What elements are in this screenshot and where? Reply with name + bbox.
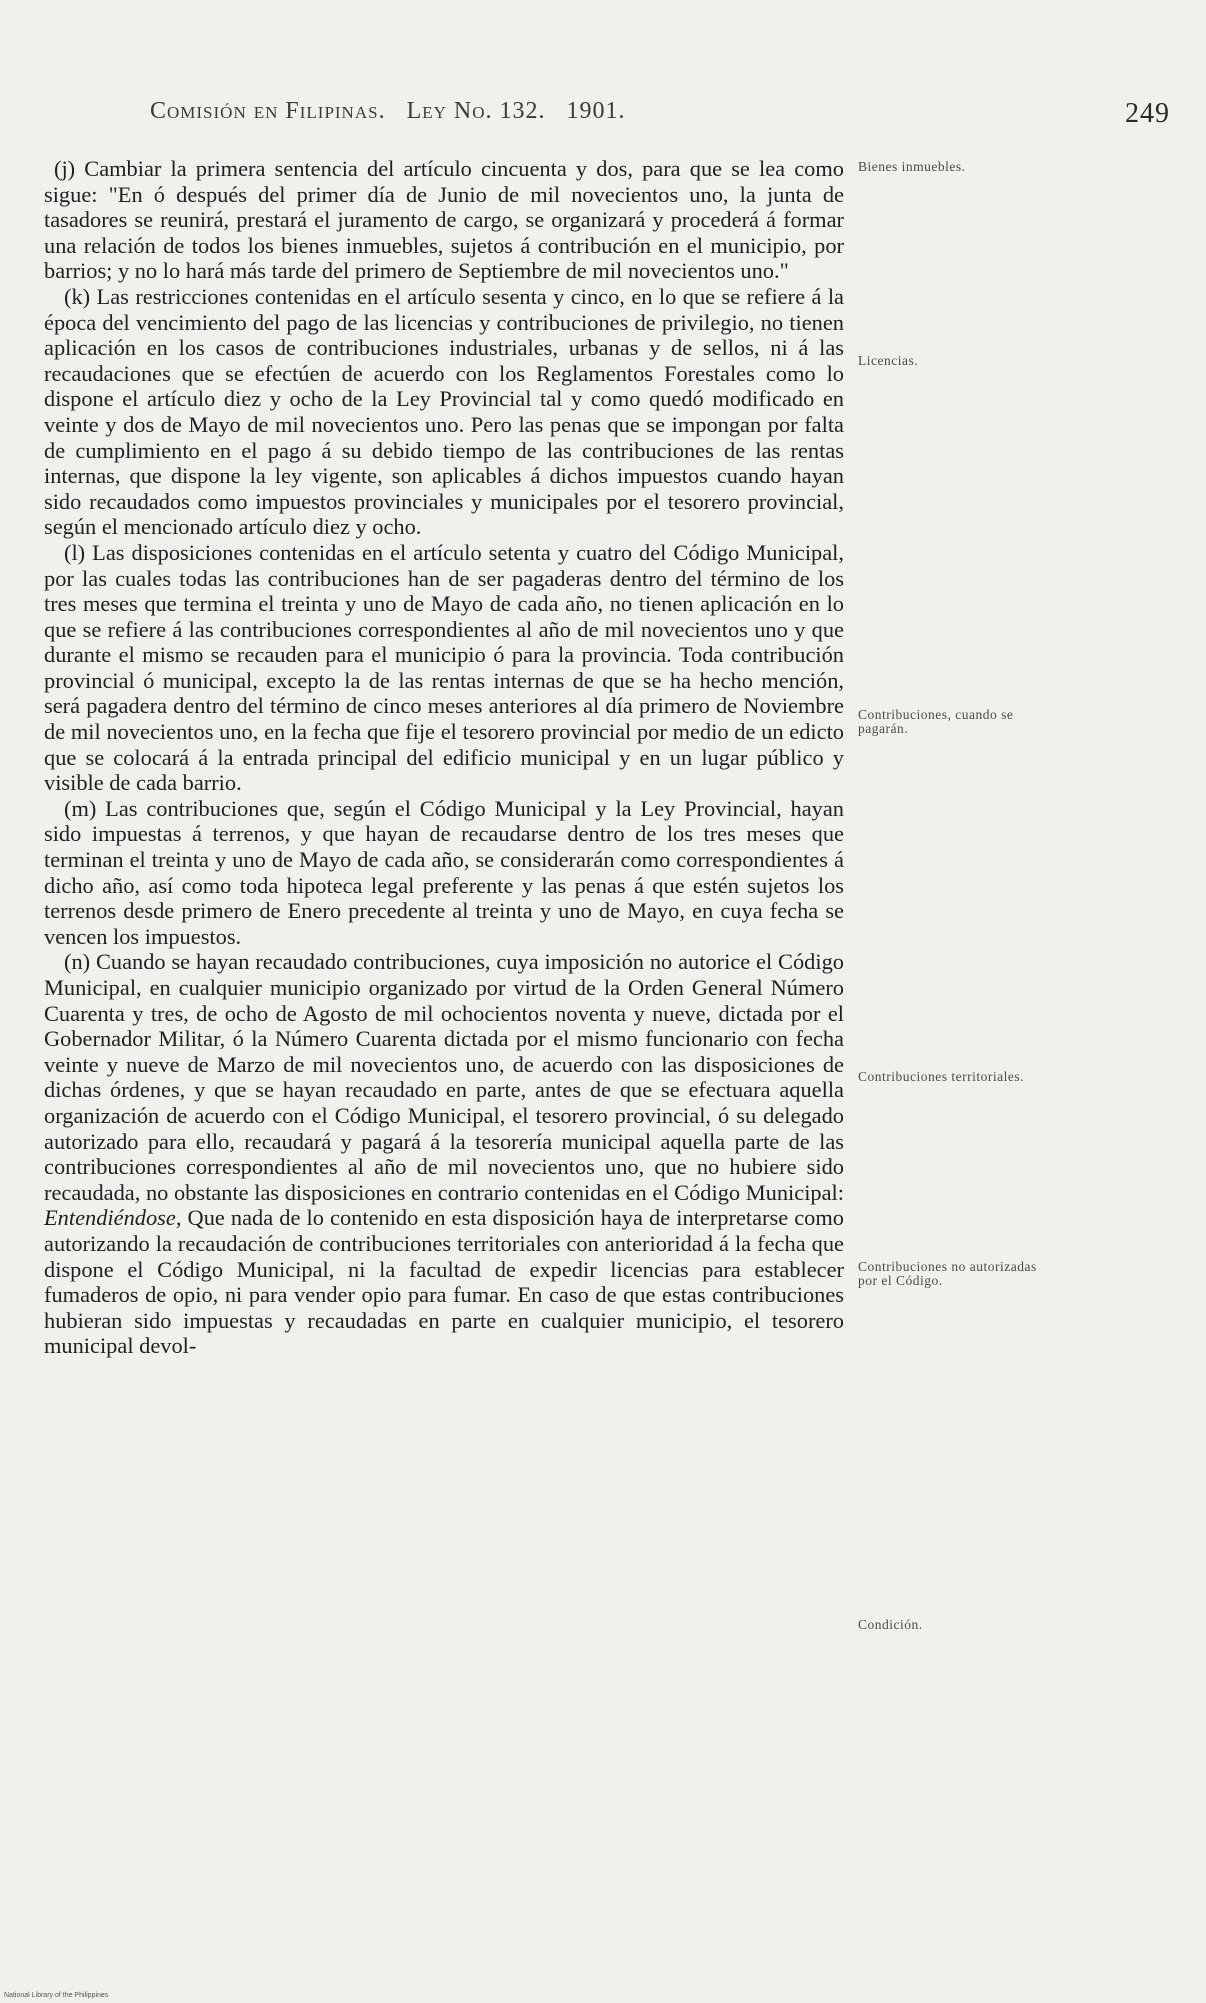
paragraph-l: (l) Las disposiciones contenidas en el artículo setenta y cuatro del Código Municipal, por las cuales todas las contribuciones han de ser pagaderas dentro del término de los tres meses que termina el treinta y uno de Mayo de cada año, no tienen aplicación en lo que se refiere á las contribuciones correspondientes al año de mil novecientos uno y que durante el mismo se recauden para el municipio ó para la provincia. Toda contribución provincial ó municipal, excepto la de las rentas internas de que se ha hecho mención, será pagadera dentro del término de cinco meses anteriores al día primero de Noviembre de mil novecientos uno, en la fecha que fije el tesorero provincial por medio de un edicto que se colocará á la entrada principal del edificio municipal y en un lugar público y visible de cada barrio. (44, 539, 844, 796)
library-stamp: National Library of the Philippines (4, 1992, 109, 1999)
running-title-law: Ley No. 132. (406, 98, 546, 124)
running-title-commission: Comisión en Filipinas. (150, 98, 386, 124)
margin-note-no-autorizadas: Contribuciones no autorizadas por el Código. (858, 1259, 1037, 1288)
paragraph-n-text-continued: Que nada de lo contenido en esta disposición haya de interpretarse como autorizando la recaudación de contribuciones territoriales con anterioridad á la fecha que dispone el Código Municipal, ni la facultad de expedir licencias para establecer fumaderos de opio, ni para vender opio para fumar. En caso de que estas contribuciones hubieran sido impuestas y recaudadas en parte en cualquier municipio, el tesorero municipal devol- (44, 1205, 844, 1359)
running-title-year: 1901. (566, 98, 626, 124)
paragraph-k: (k) Las restricciones contenidas en el artículo sesenta y cinco, en lo que se refiere á la época del vencimiento del pago de las licencias y contribuciones de privilegio, no tienen aplicación en los casos de contribuciones industriales, urbanas y de sellos, ni á las recaudaciones que se efectúen de acuerdo con los Reglamentos Forestales como lo dispone el artículo diez y ocho de la Ley Provincial tal y como quedó modificado en veinte y dos de Mayo de mil novecientos uno. Pero las penas que se impongan por falta de cumplimiento en el pago á su debido tiempo de las contribuciones de las rentas internas, que dispone la ley vigente, son aplicables á dichos impuestos cuando hayan sido recaudados como impuestos provinciales y municipales por el tesorero provincial, según el mencionado artículo diez y ocho. (44, 283, 844, 540)
margin-note-licencias: Licencias. (858, 353, 919, 368)
paragraph-m: (m) Las contribuciones que, según el Código Municipal y la Ley Provincial, hayan sido impuestas á terrenos, y que hayan de recaudarse dentro de los tres meses que terminan el treinta y uno de Mayo de cada año, se considerarán como correspondientes á dicho año, así como toda hipoteca legal preferente y las penas á que estén sujetos los terrenos desde primero de Enero precedente al treinta y uno de Mayo, en cuya fecha se vencen los impuestos. (44, 795, 844, 949)
running-title (150, 98, 626, 125)
margin-note-condicion: Condición. (858, 1617, 923, 1632)
paragraph-n-proviso: Entendiéndose, (44, 1205, 182, 1231)
paragraph-n-text: (n) Cuando se hayan recaudado contribuciones, cuya imposición no autorice el Código Municipal, en cualquier municipio organizado por virtud de la Orden General Número Cuarenta y tres, de ocho de Agosto de mil ochocientos noventa y nueve, dictada por el Gobernador Militar, ó la Número Cuarenta dictada por el mismo funcionario con fecha veinte y nueve de Marzo de mil novecientos uno, de acuerdo con las disposiciones de dichas órdenes, y que se hayan recaudado en parte, antes de que se efectuara aquella organización de acuerdo con el Código Municipal, el tesorero provincial, ó su delegado autorizado para ello, recaudará y pagará á la tesorería municipal aquella parte de las contribuciones correspondientes al año de mil novecientos uno, que no hubiere sido recaudada, no obstante las disposiciones en contrario contenidas en el Código Municipal: (44, 949, 844, 1205)
body-text (44, 156, 844, 1359)
margin-note-bienes-inmuebles: Bienes inmuebles. (858, 159, 966, 174)
page-number: 249 (1125, 98, 1170, 129)
running-header (150, 98, 1170, 138)
margin-note-contribuciones-cuando: Contribuciones, cuando se pagarán. (858, 707, 1014, 736)
paragraph-n (44, 949, 844, 1359)
paragraph-j: (j) Cambiar la primera sentencia del artículo cincuenta y dos, para que se lea como sigue: "En ó después del primer día de Junio de mil novecientos uno, la junta de tasadores se reunirá, prestará el juramento de cargo, se organizará y procederá á formar una relación de todos los bienes inmuebles, sujetos á contribución en el municipio, por barrios; y no lo hará más tarde del primero de Septiembre de mil novecientos uno." (44, 156, 844, 284)
margin-note-contribuciones-territoriales: Contribuciones territoriales. (858, 1069, 1024, 1084)
